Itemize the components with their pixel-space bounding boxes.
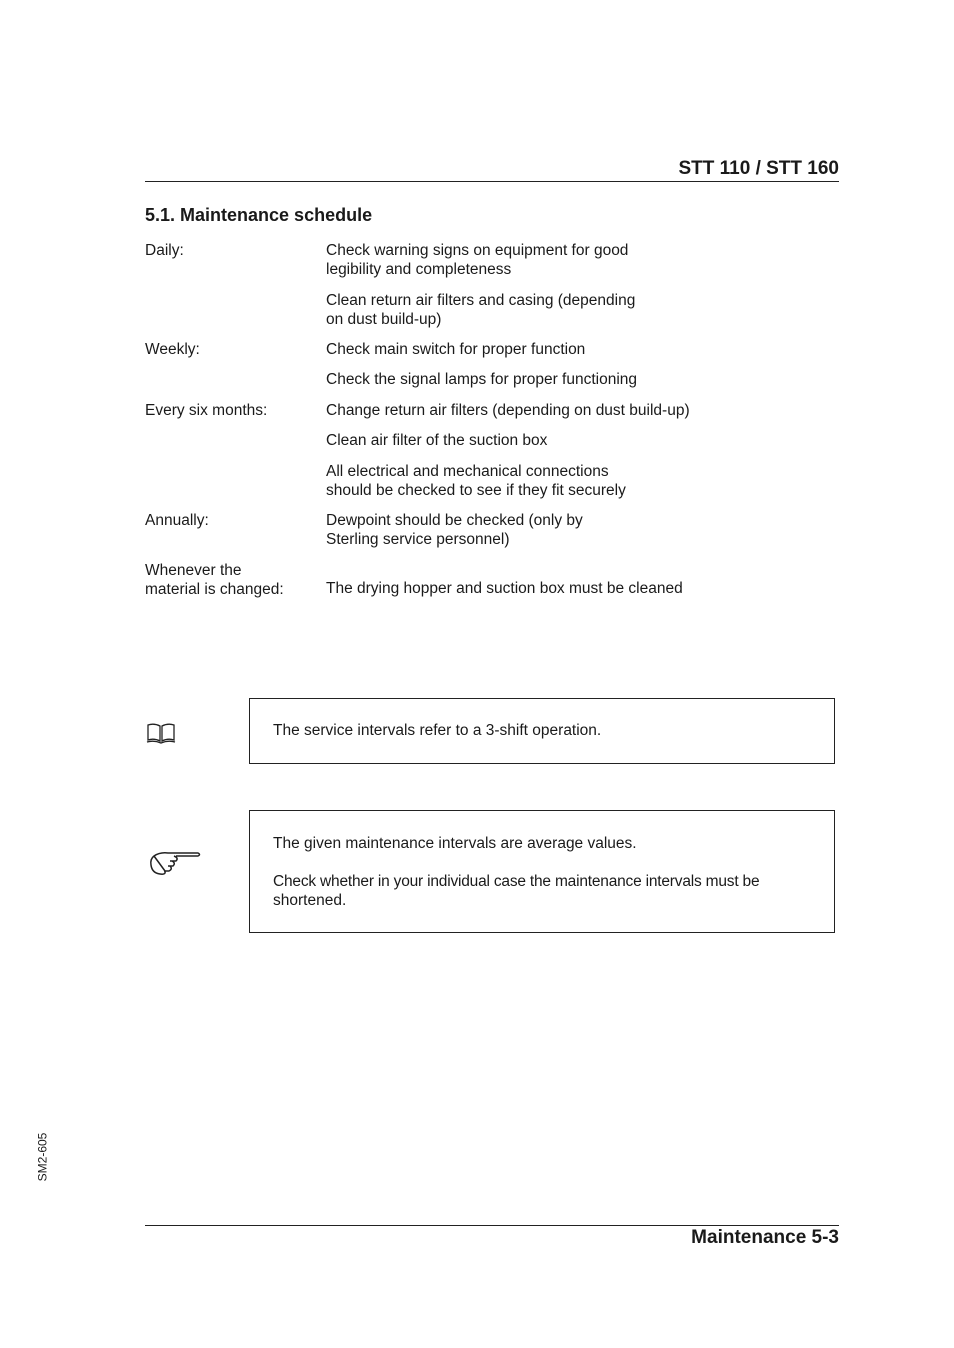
schedule-label-six-months: Every six months: [145, 402, 268, 419]
document-header-title: STT 110 / STT 160 [678, 158, 839, 179]
schedule-task: Clean air filter of the suction box [326, 432, 548, 449]
important-note-box [249, 810, 835, 933]
important-note-line: shortened. [273, 892, 347, 909]
schedule-task: All electrical and mechanical connections should be checked to see if they fit securely [326, 463, 626, 499]
info-note-text: The service intervals refer to a 3-shift operation. [273, 722, 602, 739]
book-icon [146, 722, 176, 744]
footer-rule [145, 1225, 839, 1226]
schedule-task: The drying hopper and suction box must be cleaned [326, 580, 683, 597]
pointing-hand-icon [148, 848, 202, 876]
important-note-line: Check whether in your individual case the maintenance intervals must be [273, 873, 760, 890]
schedule-task: Check warning signs on equipment for good legibility and completeness [326, 242, 629, 278]
schedule-label-material-change: Whenever the material is changed: [145, 562, 284, 598]
schedule-task: Clean return air filters and casing (depending on dust build-up) [326, 292, 636, 328]
schedule-label-weekly: Weekly: [145, 341, 200, 358]
important-note-line: The given maintenance intervals are average values. [273, 835, 637, 852]
info-note-box [249, 698, 835, 764]
document-code: SM2-605 [35, 1132, 50, 1182]
footer-title: Maintenance 5-3 [691, 1227, 839, 1248]
schedule-task: Check the signal lamps for proper functioning [326, 371, 638, 388]
header-rule [145, 181, 839, 182]
schedule-task: Dewpoint should be checked (only by Sterling service personnel) [326, 512, 583, 548]
schedule-task: Check main switch for proper function [326, 341, 586, 358]
schedule-label-annually: Annually: [145, 512, 209, 529]
section-title: 5.1. Maintenance schedule [145, 205, 373, 225]
schedule-task: Change return air filters (depending on dust build-up) [326, 402, 690, 419]
schedule-label-daily: Daily: [145, 242, 184, 259]
